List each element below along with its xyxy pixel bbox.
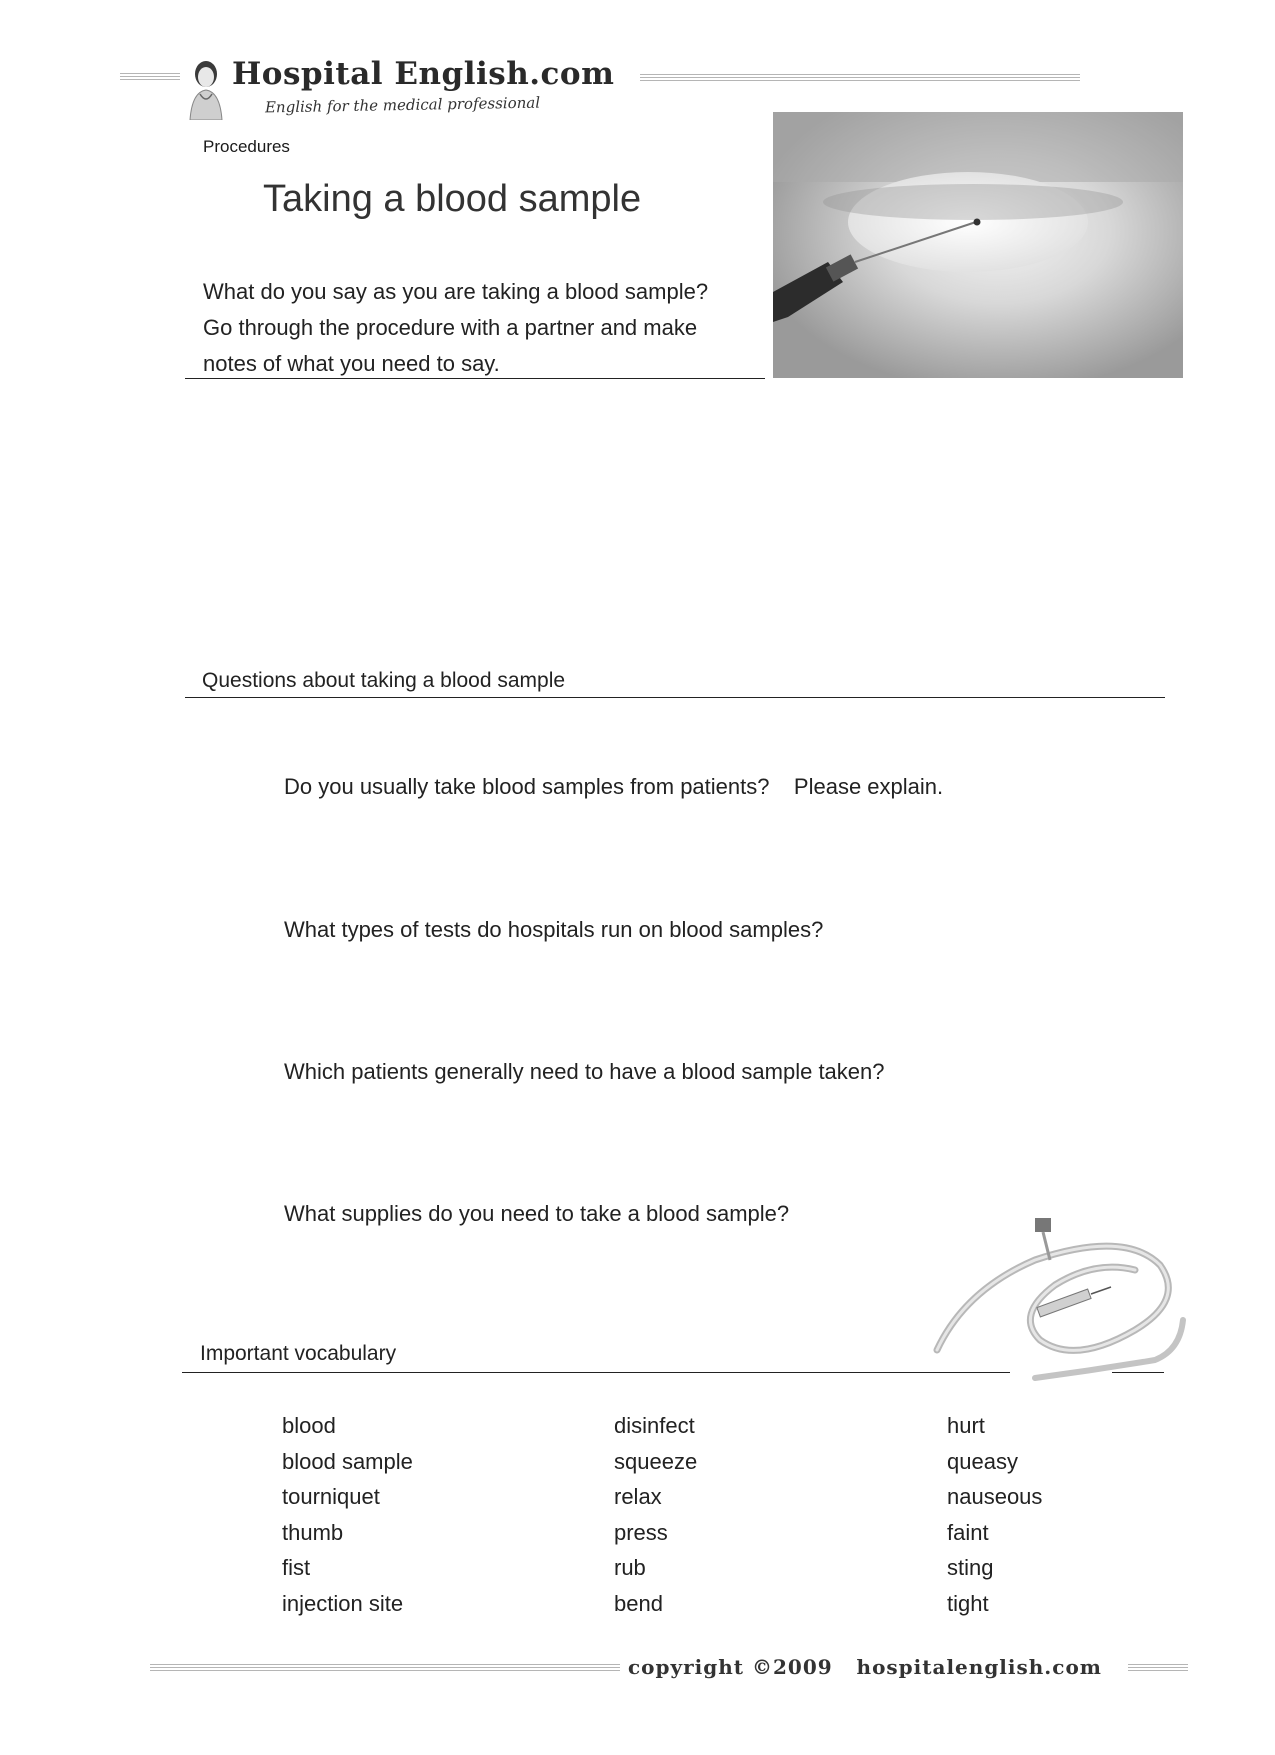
header-rule-left <box>120 73 180 82</box>
footer-rule-right <box>1128 1664 1188 1673</box>
vocab-word: relax <box>614 1484 662 1510</box>
vocab-word: blood <box>282 1413 336 1438</box>
header-rule-right <box>640 74 1080 83</box>
footer-rule-left <box>150 1664 620 1673</box>
vocab-word: queasy <box>947 1448 1018 1474</box>
vocab-word: injection site <box>282 1590 404 1616</box>
question-item: Which patients generally need to have a blood sample taken? <box>284 1059 885 1084</box>
question-item: What types of tests do hospitals run on blood samples? <box>284 917 824 942</box>
vocab-word: hurt <box>947 1413 985 1438</box>
vocab-word: squeeze <box>614 1448 698 1474</box>
vocab-word: rub <box>614 1555 646 1581</box>
vocab-word: bend <box>614 1590 663 1616</box>
vocab-word: faint <box>947 1519 989 1545</box>
nurse-logo-icon <box>186 58 226 120</box>
intro-text <box>203 274 763 382</box>
syringe-photo <box>773 112 1183 378</box>
vocab-word: fist <box>282 1555 311 1581</box>
vocab-column-2 <box>614 1408 697 1622</box>
vocab-column-1 <box>282 1408 413 1622</box>
section-label: Procedures <box>203 137 290 156</box>
vocab-word: tourniquet <box>282 1484 380 1510</box>
vocab-word: nauseous <box>947 1484 1043 1510</box>
brand-name: Hospital English.com <box>232 56 615 92</box>
footer-copyright: copyright ©2009 hospitalenglish.com <box>628 1655 1102 1679</box>
question-item: What supplies do you need to take a blood sample? <box>284 1201 790 1226</box>
vocab-column-3 <box>947 1408 1042 1622</box>
vocab-word: tight <box>947 1590 989 1616</box>
brand-tagline: English for the medical professional <box>264 93 541 117</box>
vocab-rule <box>182 1372 1010 1373</box>
intro-line: notes of what you need to say. <box>203 351 500 376</box>
vocab-heading: Important vocabulary <box>200 1342 397 1365</box>
questions-heading: Questions about taking a blood sample <box>202 669 566 692</box>
vocab-word: disinfect <box>614 1413 695 1438</box>
vocab-rule-end <box>1112 1372 1164 1373</box>
intro-rule <box>185 378 765 379</box>
page-title: Taking a blood sample <box>263 178 642 220</box>
intro-line: What do you say as you are taking a blood sample? <box>203 279 709 304</box>
vocab-word: press <box>614 1519 668 1545</box>
intro-line: Go through the procedure with a partner and make <box>203 315 698 340</box>
questions-rule <box>185 697 1165 698</box>
question-item: Do you usually take blood samples from patients? Please explain. <box>284 774 944 799</box>
tubing-syringe-illustration <box>925 1210 1195 1385</box>
vocab-word: blood sample <box>282 1448 413 1474</box>
vocab-word: thumb <box>282 1519 344 1545</box>
vocab-word: sting <box>947 1555 994 1581</box>
